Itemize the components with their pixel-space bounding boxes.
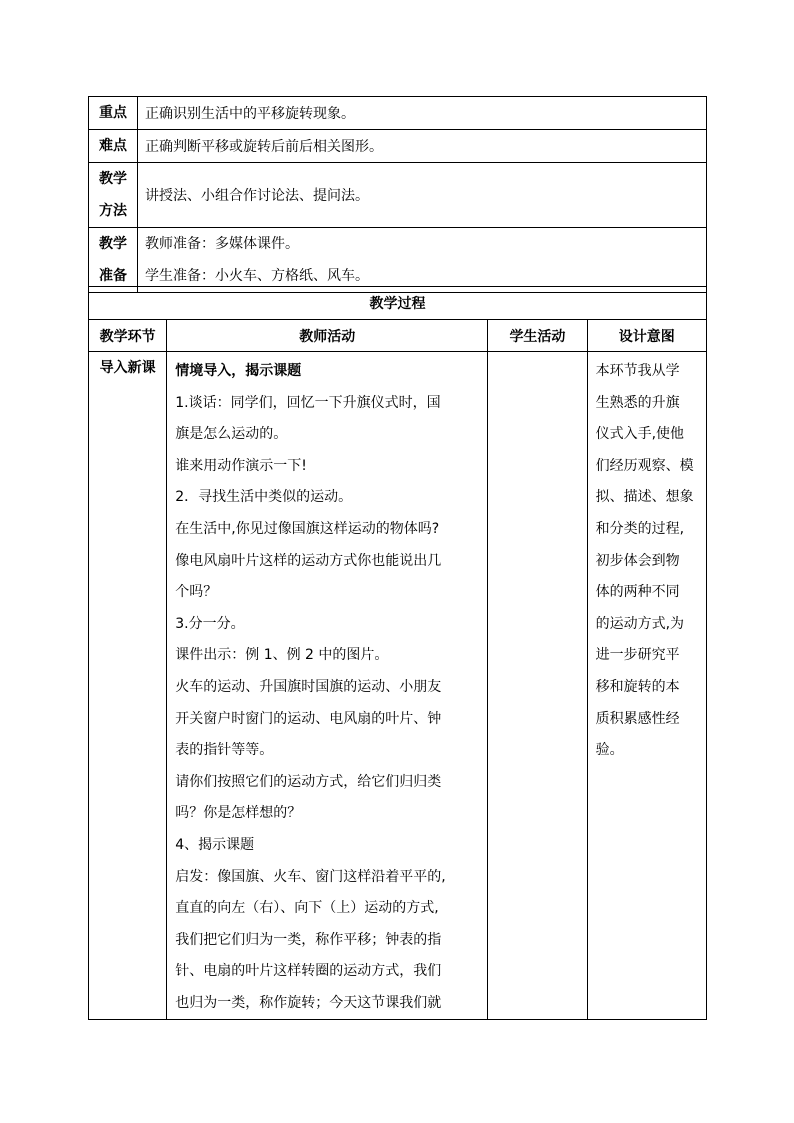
intent-line: 移和旋转的本	[595, 678, 680, 695]
key-point-value: 正确识别生活中的平移旋转现象。	[138, 97, 707, 130]
teacher-line: 启发：像国旗、火车、窗门这样沿着平平的,	[175, 868, 446, 885]
teacher-activity-cell	[167, 352, 488, 1020]
teacher-line: 也归为一类，称作旋转；今天这节课我们就	[175, 994, 442, 1011]
process-title: 教学过程	[89, 287, 707, 320]
teacher-line: 旗是怎么运动的。	[175, 426, 288, 443]
intent-line: 质积累感性经	[595, 710, 680, 727]
difficulty-row	[89, 130, 707, 163]
teacher-line: 像电风扇叶片这样的运动方式你也能说出几	[175, 552, 442, 569]
intent-line: 的运动方式,为	[595, 615, 685, 632]
process-header-row	[89, 320, 707, 352]
teacher-line: 开关窗户时窗门的运动、电风扇的叶片、钟	[175, 710, 442, 727]
teacher-line: 吗？你是怎样想的？	[175, 805, 302, 822]
preparation-label-line1: 教学	[99, 236, 127, 252]
difficulty-label: 难点	[89, 130, 138, 163]
stage-cell: 导入新课	[89, 352, 167, 1020]
process-body-row	[89, 352, 707, 1020]
method-label	[89, 163, 138, 228]
intent-line: 们经历观察、模	[595, 457, 694, 474]
intent-line: 拟、描述、想象	[595, 489, 694, 506]
key-point-label: 重点	[89, 97, 138, 130]
intent-line: 验。	[595, 742, 624, 759]
teacher-line: 谁来用动作演示一下!	[175, 457, 307, 474]
preparation-row	[89, 228, 707, 293]
intent-line: 生熟悉的升旗	[595, 394, 680, 411]
header-student-activity: 学生活动	[488, 320, 587, 352]
header-teacher-activity: 教师活动	[167, 320, 488, 352]
method-label-line2: 方法	[99, 203, 127, 219]
teacher-line: 2．寻找生活中类似的运动。	[175, 489, 353, 506]
design-intent-cell	[587, 352, 706, 1020]
difficulty-value: 正确判断平移或旋转后前后相关图形。	[138, 130, 707, 163]
teacher-line: 火车的运动、升国旗时国旗的运动、小朋友	[175, 678, 442, 695]
teacher-line: 情境导入，揭示课题	[175, 363, 302, 379]
intent-line: 进一步研究平	[595, 647, 680, 664]
teacher-line: 个吗？	[175, 584, 218, 601]
teacher-line: 课件出示：例 1、例 2 中的图片。	[175, 647, 389, 664]
teacher-line: 我们把它们归为一类，称作平移；钟表的指	[175, 931, 442, 948]
process-title-row	[89, 287, 707, 320]
method-label-line1: 教学	[99, 171, 127, 187]
preparation-label-line2: 准备	[99, 268, 127, 284]
key-point-row	[89, 97, 707, 130]
teacher-preparation: 教师准备：多媒体课件。	[145, 236, 299, 252]
intent-line: 本环节我从学	[595, 363, 680, 379]
header-design-intent: 设计意图	[587, 320, 706, 352]
intent-line: 仪式入手,使他	[595, 426, 685, 443]
student-preparation: 学生准备：小火车、方格纸、风车。	[145, 268, 369, 284]
teacher-line: 请你们按照它们的运动方式，给它们归归类	[175, 773, 442, 790]
teacher-line: 在生活中,你见过像国旗这样运动的物体吗?	[175, 520, 440, 537]
intent-line: 和分类的过程,	[595, 520, 685, 537]
method-row	[89, 163, 707, 228]
teacher-line: 1.谈话：同学们，回忆一下升旗仪式时，国	[175, 394, 441, 411]
teacher-line: 表的指针等等。	[175, 742, 274, 759]
student-activity-cell	[488, 352, 587, 1020]
intent-line: 初步体会到物	[595, 552, 680, 569]
header-stage: 教学环节	[89, 320, 167, 352]
method-value: 讲授法、小组合作讨论法、提问法。	[138, 163, 707, 228]
intent-line: 体的两种不同	[595, 584, 680, 601]
preparation-value	[138, 228, 707, 293]
teaching-process-table	[88, 286, 707, 1020]
teacher-line: 直直的向左（右）、向下（上）运动的方式,	[175, 900, 439, 917]
lesson-info-table	[88, 96, 707, 293]
preparation-label	[89, 228, 138, 293]
teacher-line: 针、电扇的叶片这样转圈的运动方式，我们	[175, 963, 442, 980]
teacher-line: 3.分一分。	[175, 615, 245, 632]
teacher-line: 4、揭示课题	[175, 836, 255, 853]
